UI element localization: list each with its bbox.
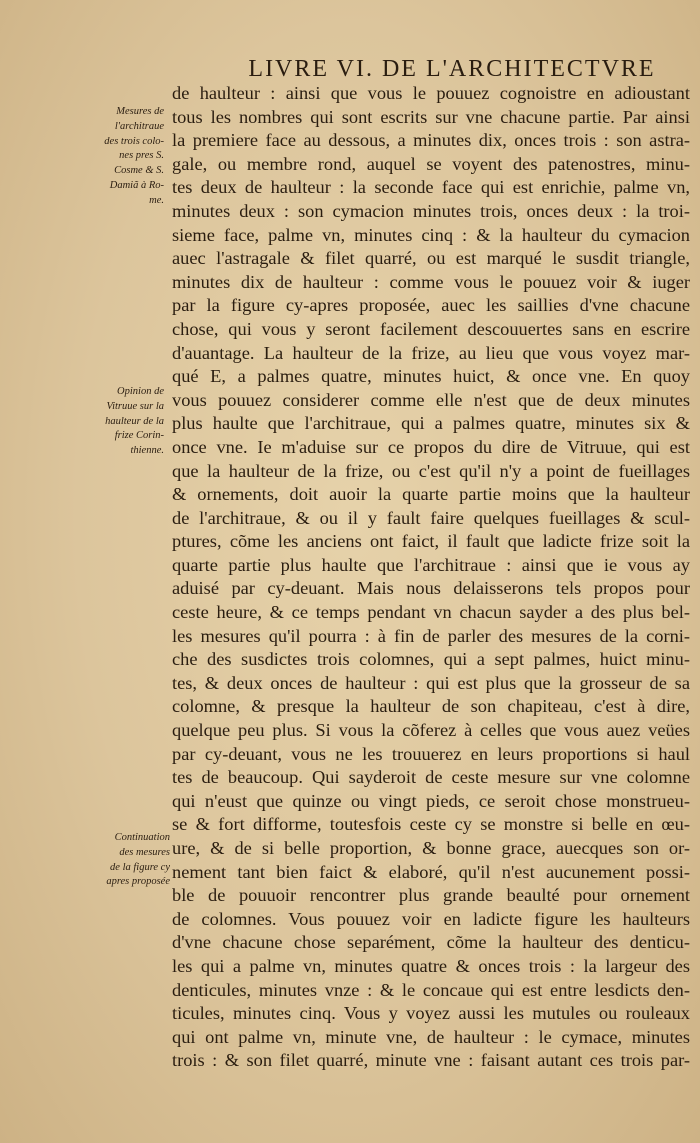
text-line: les mesures qu'il pourra : à fin de parler des mesures de la corni- — [172, 625, 690, 646]
text-line: tes de beaucoup. Qui sayderoit de ceste mesure sur vne colomne — [172, 767, 690, 788]
text-line: sieme face, palme vn, minutes cinq : & la haulteur du cymacion — [172, 224, 690, 245]
text-line: d'auantage. La haulteur de la frize, au lieu que vous voyez mar- — [172, 342, 690, 363]
text-line: ticules, minutes cinq. Vous y voyez aussi les mutules ou rouleaux — [172, 1003, 690, 1024]
text-line: ptures, cõme les anciens ont faict, il fault que ladicte frize soit la — [172, 531, 690, 552]
text-line: de colomnes. Vous pouuez voir en ladicte figure les haulteurs — [172, 908, 690, 929]
margin-note-line: Mesures de — [116, 106, 164, 117]
text-line: colomne, & presque la haulteur de son chapiteau, c'est à dire, — [172, 696, 690, 717]
text-line: se & fort difforme, toutesfois ceste cy se monstre si belle en œu- — [172, 814, 690, 835]
margin-note-line: me. — [149, 194, 164, 206]
margin-note-line: l'architraue — [114, 120, 164, 132]
text-line: trois : & son filet quarré, minute vne : faisant autant ces trois par- — [172, 1050, 690, 1071]
text-line: tous les nombres qui sont escrits sur vne chacune partie. Par ainsi — [172, 106, 690, 127]
text-line: les qui a palme vn, minutes quatre & onces trois : la largeur des — [172, 955, 690, 976]
text-line: ure, & de si belle proportion, & bonne grace, auecques son or- — [172, 838, 690, 858]
text-line: que la haulteur de la frize, ou c'est qu'il n'y a point de fueillages — [172, 460, 690, 481]
running-header: LIVRE VI. DE L'ARCHITECTVRE — [248, 56, 656, 82]
text-line: minutes dix de haulteur : comme vous le pouuez voir & iuger — [172, 271, 690, 292]
text-line: che des susdictes trois colomnes, qui a sept palmes, huict minu- — [172, 649, 690, 670]
margin-note-line: de la figure cy — [110, 861, 170, 873]
text-line: tes, & deux onces de haulteur : qui est plus que la grosseur de sa — [172, 672, 690, 693]
margin-note-vitruue — [92, 385, 164, 459]
text-line: qué E, a palmes quatre, minutes huict, & once vne. En quoy — [172, 366, 690, 387]
text-line: minutes deux : son cymacion minutes trois, onces deux : la troi- — [172, 200, 690, 221]
margin-note-line: Cosme & S. — [114, 165, 164, 177]
text-line: d'vne chacune chose separément, cõme la haulteur des denticu- — [172, 932, 690, 953]
margin-note-architraue — [92, 105, 164, 209]
text-line: par la figure cy-apres proposée, auec les saillies d'vne chacune — [172, 295, 690, 316]
margin-note-line: haulteur de la — [105, 415, 164, 427]
margin-note-line: des mesures — [119, 846, 170, 858]
margin-note-line: thienne. — [130, 445, 164, 457]
text-line: aduisé par cy-deuant. Mais nous delaisserons tels propos pour — [172, 578, 690, 599]
text-line: de haulteur : ainsi que vous le pouuez cognoistre en adioustant — [172, 83, 690, 103]
margin-note-line: Vitruue sur la — [106, 400, 164, 412]
text-line: tes deux de haulteur : la seconde face qui est enrichie, palme vn, — [172, 177, 690, 198]
text-line: once vne. Ie m'aduise sur ce propos du dire de Vitruue, qui est — [172, 436, 690, 457]
text-line: ble de pouuoir rencontrer plus grande beaulté pour ornement — [172, 885, 690, 906]
text-line: & ornements, doit auoir la quarte partie moins que la haulteur — [172, 484, 690, 505]
text-line: quelque peu plus. Si vous la cõferez à celles que vous auez veües — [172, 720, 690, 741]
body-text — [172, 82, 690, 1073]
margin-note-line: Continuation — [114, 832, 170, 843]
margin-note-line: apres proposée — [106, 876, 170, 888]
text-line: denticules, minutes vnze : & le concaue qui est entre lesdicts den- — [172, 979, 690, 1000]
text-line: qui ont palme vn, minute vne, de haulteur : le cymace, minutes — [172, 1026, 690, 1047]
text-line: chose, qui vous y seront facilement descouuertes sans en escrire — [172, 318, 690, 339]
margin-note-continuation — [98, 831, 170, 890]
margin-note-line: des trois colo- — [104, 135, 164, 147]
text-line: quarte partie plus haulte que l'architraue : ainsi que ie vous ay — [172, 554, 690, 575]
margin-note-line: nes pres S. — [119, 150, 164, 162]
text-line: vous pouuez considerer comme elle n'est que de deux minutes — [172, 389, 690, 410]
text-line: nement tant bien faict & elaboré, qu'il n'est aucunement possi- — [172, 861, 690, 882]
text-line: qui n'eust que quinze ou vingt pieds, ce seroit chose monstrueu- — [172, 790, 690, 811]
text-line: ceste heure, & ce temps pendant vn chacun sayder a des plus bel- — [172, 602, 690, 623]
text-line: plus haulte que l'architraue, qui a palmes quatre, minutes six & — [172, 413, 690, 434]
text-line: la premiere face au dessous, a minutes dix, onces trois : son astra- — [172, 130, 690, 151]
text-line: par cy-deuant, vous ne les trouuerez en leurs proportions si haul — [172, 743, 690, 764]
margin-note-line: Opinion de — [117, 386, 164, 397]
margin-note-line: Damiã à Ro- — [109, 179, 164, 191]
margin-note-line: frize Corin- — [114, 430, 164, 442]
text-line: de l'architraue, & ou il y fault faire quelques fueillages & scul- — [172, 507, 690, 528]
text-line: auec l'astragale & filet quarré, ou est marqué le susdit triangle, — [172, 248, 690, 269]
text-line: gale, ou membre rond, auquel se voyent des patenostres, minu- — [172, 153, 690, 174]
